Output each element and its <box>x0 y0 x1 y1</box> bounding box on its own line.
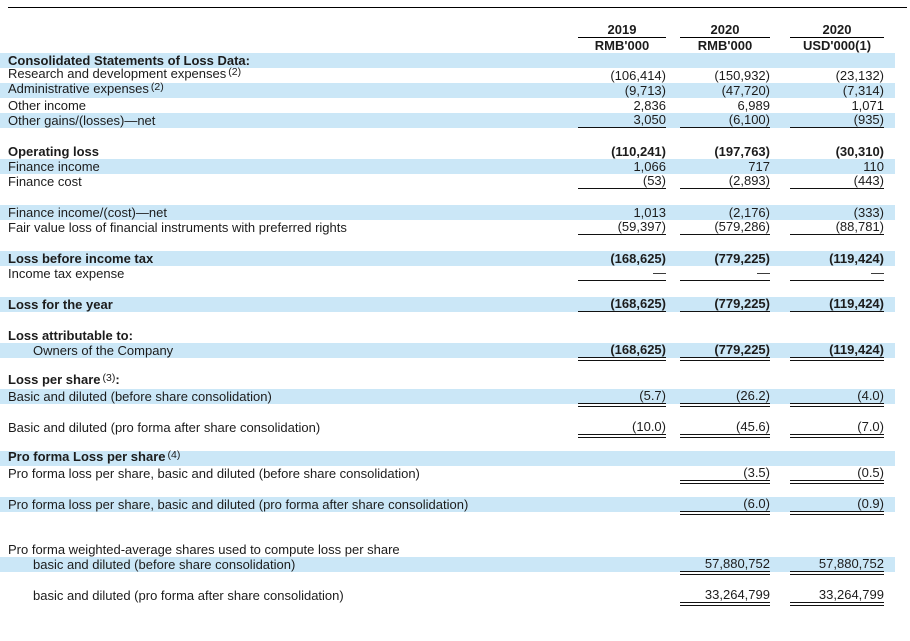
row-label-suffix: : <box>115 372 120 387</box>
value-cell-col3: (7,314) <box>842 83 884 98</box>
table-row <box>0 205 895 220</box>
value-cell-col1: (59,397) <box>578 219 666 235</box>
value-cell-col3: (443) <box>790 173 884 189</box>
row-label <box>8 174 578 189</box>
table-row <box>0 83 895 98</box>
column-year-2020-usd: 2020 <box>790 22 884 38</box>
table-row <box>0 497 895 512</box>
row-label <box>8 420 578 435</box>
value-cell-col2: (150,932) <box>714 68 770 83</box>
value-cell-col3: 1,071 <box>851 98 884 113</box>
value-cell-col1: (168,625) <box>578 296 666 312</box>
row-label <box>8 542 578 557</box>
value-cell-col3: 33,264,799 <box>790 587 884 603</box>
row-label-text: Income tax expense <box>8 266 125 281</box>
row-label-text: Loss before income tax <box>8 251 154 266</box>
footnote-ref: (3) <box>102 372 116 384</box>
table-header-years <box>0 23 895 38</box>
row-label <box>8 266 578 281</box>
value-cell-col2: 717 <box>748 159 770 174</box>
footnote-ref: (2) <box>228 66 242 78</box>
value-cell-col3: (119,424) <box>790 296 884 312</box>
table-row <box>0 144 895 159</box>
column-unit-rmb-2019: RMB'000 <box>594 38 650 53</box>
table-row <box>0 266 895 281</box>
row-label <box>8 220 578 235</box>
value-cell-col3: (88,781) <box>790 219 884 235</box>
row-label-text: Pro forma loss per share, basic and diluted (pro forma after share consolidation) <box>8 497 469 512</box>
value-cell-col3: (30,310) <box>835 144 884 159</box>
table-row <box>0 389 895 404</box>
row-label-text: Finance income/(cost)—net <box>8 205 167 220</box>
section-gap <box>0 128 895 144</box>
section-gap <box>0 189 895 205</box>
value-cell-col2: (3.5) <box>680 465 770 481</box>
row-label-text: Other income <box>8 98 87 113</box>
row-label-text: Consolidated Statements of Loss Data: <box>8 53 250 68</box>
row-label-text: Finance income <box>8 159 100 174</box>
value-cell-col3: (119,424) <box>829 251 884 266</box>
row-label-text: Other gains/(losses)—net <box>8 113 156 128</box>
table-row <box>0 174 895 189</box>
section-gap <box>0 281 895 297</box>
value-cell-col2: (47,720) <box>721 83 770 98</box>
table-row <box>0 251 895 266</box>
row-label <box>8 328 578 343</box>
table-row <box>0 343 895 358</box>
table-row <box>0 557 895 572</box>
table-row <box>0 220 895 235</box>
row-label <box>8 144 578 159</box>
value-cell-col2: (779,225) <box>680 342 770 358</box>
row-label-text: basic and diluted (pro forma after share consolidation) <box>33 588 344 603</box>
table-row <box>0 542 895 557</box>
row-label <box>8 588 578 603</box>
value-cell-col3: (0.9) <box>790 496 884 512</box>
column-year-2019: 2019 <box>578 22 666 38</box>
value-cell-col2: (6,100) <box>680 112 770 128</box>
value-cell-col3: (333) <box>853 205 884 220</box>
value-cell-col2: (2,176) <box>728 205 770 220</box>
row-label-text: Operating loss <box>8 144 100 159</box>
row-label <box>8 449 578 466</box>
row-label <box>8 297 578 312</box>
value-cell-col2: (579,286) <box>680 219 770 235</box>
row-label-text: Basic and diluted (pro forma after share consolidation) <box>8 420 321 435</box>
value-cell-col1: (106,414) <box>610 68 666 83</box>
value-cell-col3: (935) <box>790 112 884 128</box>
row-label-text: Fair value loss of financial instruments with preferred rights <box>8 220 347 235</box>
section-gap <box>0 235 895 251</box>
value-cell-col2: (45.6) <box>680 419 770 435</box>
row-label-text: Pro forma loss per share, basic and diluted (before share consolidation) <box>8 466 420 481</box>
row-label <box>8 81 578 98</box>
row-label <box>8 98 578 113</box>
table-row <box>0 466 895 481</box>
value-cell-col2: (2,893) <box>680 173 770 189</box>
value-cell-col2: (6.0) <box>680 496 770 512</box>
table-row <box>0 113 895 128</box>
value-cell-col2: 57,880,752 <box>680 556 770 572</box>
footnote-ref: (2) <box>150 81 164 93</box>
value-cell-col1: 1,066 <box>633 159 666 174</box>
row-label-text: Pro forma Loss per share <box>8 449 166 464</box>
value-cell-col2: (26.2) <box>680 388 770 404</box>
row-label-text: Pro forma weighted-average shares used to compute loss per share <box>8 542 400 557</box>
value-cell-col1: 3,050 <box>578 112 666 128</box>
value-cell-col1: (9,713) <box>624 83 666 98</box>
value-cell-col3: 110 <box>863 159 884 174</box>
row-label-text: Owners of the Company <box>33 343 174 358</box>
row-label-text: Research and development expenses <box>8 66 227 81</box>
table-row <box>0 451 895 466</box>
value-cell-col1: (168,625) <box>578 342 666 358</box>
row-label <box>8 372 578 389</box>
value-cell-col2: 33,264,799 <box>680 587 770 603</box>
row-label <box>8 343 578 358</box>
row-label <box>8 159 578 174</box>
value-cell-col3: — <box>790 265 884 281</box>
row-label-text: Loss attributable to: <box>8 328 133 343</box>
row-label-text: basic and diluted (before share consolidation) <box>33 557 296 572</box>
column-year-2020-rmb: 2020 <box>680 22 770 38</box>
section-gap <box>0 312 895 328</box>
row-label-text: Basic and diluted (before share consolidation) <box>8 389 272 404</box>
row-label <box>8 205 578 220</box>
value-cell-col1: 2,836 <box>633 98 666 113</box>
value-cell-col3: (23,132) <box>835 68 884 83</box>
table-row <box>0 98 895 113</box>
row-label-text: Loss per share <box>8 372 101 387</box>
value-cell-col1: (168,625) <box>610 251 666 266</box>
row-label <box>8 251 578 266</box>
row-label-text: Administrative expenses <box>8 81 149 96</box>
row-label <box>8 497 578 512</box>
value-cell-col1: 1,013 <box>633 205 666 220</box>
row-label-text: Finance cost <box>8 174 82 189</box>
value-cell-col3: 57,880,752 <box>790 556 884 572</box>
value-cell-col1: (110,241) <box>611 144 666 159</box>
column-unit-rmb-2020: RMB'000 <box>697 38 753 53</box>
table-row <box>0 328 895 343</box>
value-cell-col2: (197,763) <box>714 144 770 159</box>
value-cell-col2: 6,989 <box>737 98 770 113</box>
row-label <box>8 389 578 404</box>
value-cell-col3: (4.0) <box>790 388 884 404</box>
column-unit-usd-2020: USD'000(1) <box>802 38 872 53</box>
value-cell-col2: (779,225) <box>680 296 770 312</box>
table-row <box>0 159 895 174</box>
row-label <box>8 113 578 128</box>
footnote-ref: (4) <box>167 449 181 461</box>
table-row <box>0 420 895 435</box>
table-row <box>0 297 895 312</box>
value-cell-col1: (53) <box>578 173 666 189</box>
value-cell-col3: (0.5) <box>790 465 884 481</box>
table-row <box>0 374 895 389</box>
section-gap <box>0 512 895 542</box>
value-cell-col1: — <box>578 265 666 281</box>
value-cell-col2: (779,225) <box>714 251 770 266</box>
value-cell-col1: (10.0) <box>578 419 666 435</box>
row-label <box>8 557 578 572</box>
value-cell-col1: (5.7) <box>578 388 666 404</box>
value-cell-col2: — <box>680 265 770 281</box>
table-row <box>0 588 895 603</box>
row-label <box>8 466 578 481</box>
row-label-text: Loss for the year <box>8 297 113 312</box>
value-cell-col3: (7.0) <box>790 419 884 435</box>
table-header-units <box>0 38 895 53</box>
value-cell-col3: (119,424) <box>790 342 884 358</box>
